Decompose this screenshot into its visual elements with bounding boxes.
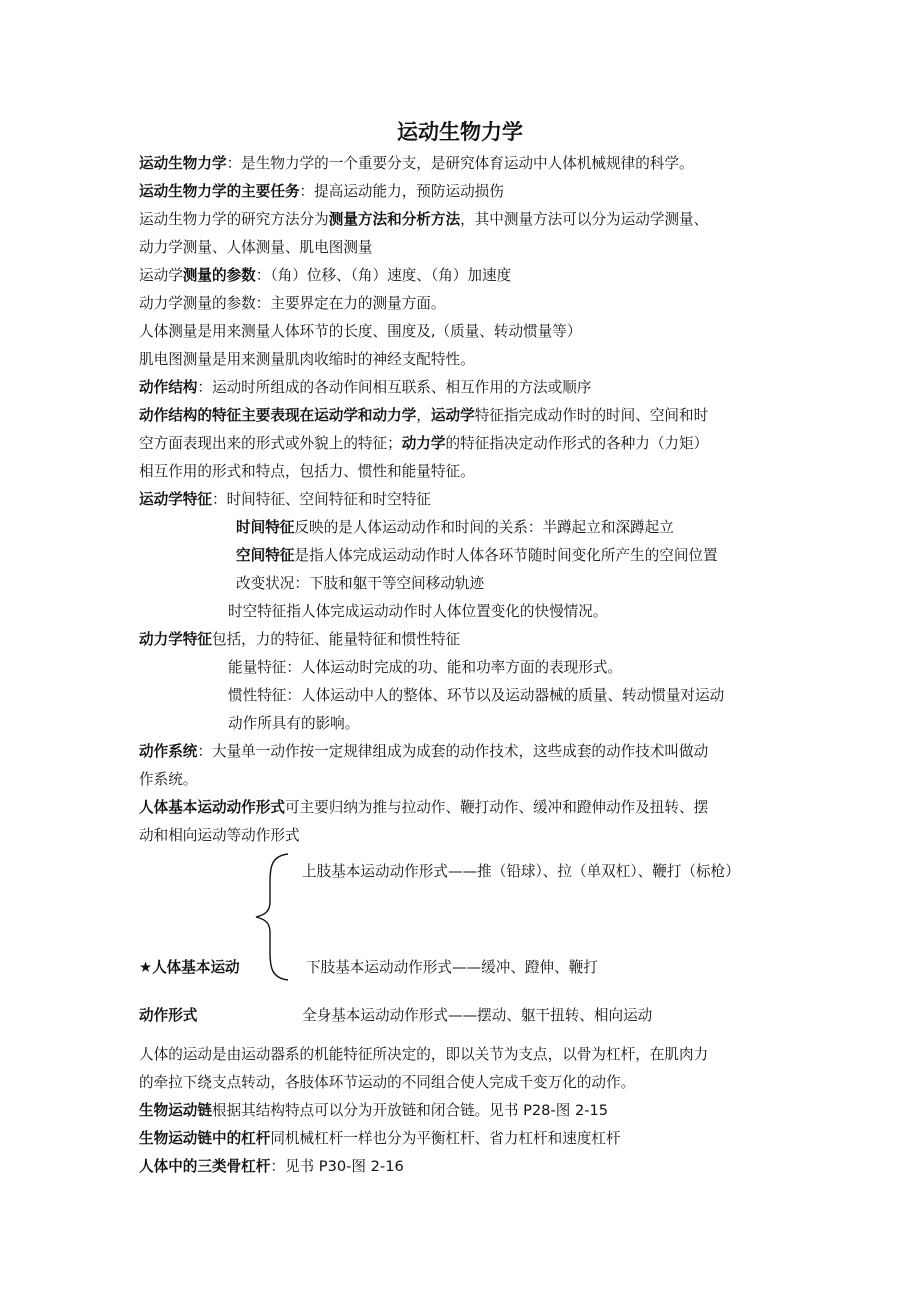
dynamic-params-line	[139, 294, 445, 314]
kinematic-params-line	[139, 266, 511, 286]
basic-forms-line	[139, 798, 708, 818]
lever-line	[139, 1129, 621, 1149]
text: 时空特征指人体完成运动动作时人体位置变化的快慢情况。	[228, 603, 608, 620]
text: ，其中测量方法可以分为运动学测量、	[460, 211, 709, 228]
text: 动作所具有的影响。	[228, 715, 360, 732]
term: 动作系统	[139, 743, 198, 760]
term: 运动学	[430, 407, 475, 424]
term: 生物运动链	[139, 1102, 212, 1119]
term: 动作形式	[139, 1007, 198, 1024]
text: 是指人体完成运动动作时人体各环节随时间变化所产生的空间位置	[294, 547, 718, 564]
term: 空间特征	[236, 547, 295, 564]
space-feature-line-cont	[236, 574, 484, 594]
text: 运动生物力学的研究方法分为	[139, 211, 329, 228]
term: 测量方法和分析方法	[328, 211, 461, 228]
anthropometry-line	[139, 322, 581, 342]
motion-principle-line	[139, 1045, 708, 1065]
upper-limb-forms-line	[302, 862, 740, 882]
text: 空方面表现出来的形式或外貌上的特征；	[139, 435, 402, 452]
text: 的牵拉下绕支点转动，各肢体环节运动的不同组合使人完成千变万化的动作。	[139, 1074, 636, 1091]
page-title: 运动生物力学	[397, 120, 523, 144]
term: 动作结构的特征主要表现在运动学和动力学	[139, 407, 417, 424]
term: 人体基本运动动作形式	[139, 799, 285, 816]
text: ：时间特征、空间特征和时空特征	[211, 491, 431, 508]
term: 人体中的三类骨杠杆	[139, 1158, 271, 1175]
structure-features-line-3	[139, 462, 475, 482]
text: ：（角）位移、（角）速度、（角）加速度	[255, 267, 512, 284]
time-feature-line	[236, 518, 674, 538]
text: 同机械杠杆一样也分为平衡杠杆、省力杠杆和速度杠杆	[270, 1130, 621, 1147]
text: ：大量单一动作按一定规律组成为成套的动作技术，这些成套的动作技术叫做动	[197, 743, 709, 760]
whole-body-forms-line	[302, 1006, 652, 1026]
space-feature-line	[236, 546, 718, 566]
term: ★人体基本运动	[139, 959, 240, 976]
text: 动和相向运动等动作形式	[139, 827, 300, 844]
text: ：运动时所组成的各动作间相互联系、相互作用的方法或顺序	[197, 379, 592, 396]
text: ，	[416, 407, 431, 424]
motion-principle-line-cont	[139, 1073, 635, 1093]
text: 的特征指决定动作形式的各种力（力矩）	[445, 435, 709, 452]
term: 运动生物力学	[139, 155, 227, 172]
curly-brace-icon	[252, 852, 292, 982]
text: 相互作用的形式和特点，包括力、惯性和能量特征。	[139, 463, 475, 480]
dynamic-features-line	[139, 630, 460, 650]
methods-line-cont	[139, 238, 373, 258]
term: 动作结构	[139, 379, 198, 396]
term: 运动生物力学的主要任务	[139, 183, 300, 200]
energy-feature-line	[228, 658, 622, 678]
inertia-feature-line	[228, 686, 724, 706]
term: 动力学特征	[139, 631, 212, 648]
text: 动力学测量的参数：主要界定在力的测量方面。	[139, 295, 446, 312]
tasks-line	[139, 182, 504, 202]
text: 动力学测量、人体测量、肌电图测量	[139, 239, 373, 256]
text: ：见书 P30-图 2-16	[270, 1158, 404, 1175]
term: 动力学	[401, 435, 446, 452]
term: 生物运动链中的杠杆	[139, 1130, 271, 1147]
spacetime-feature-line	[228, 602, 607, 622]
inertia-feature-line-cont	[228, 714, 359, 734]
definition-line	[139, 154, 694, 174]
text: 反映的是人体运动动作和时间的关系：半蹲起立和深蹲起立	[294, 519, 674, 536]
text: 人体测量是用来测量人体环节的长度、围度及,（质量、转动惯量等）	[139, 323, 582, 340]
lower-limb-forms-line	[306, 958, 598, 978]
text: 可主要归纳为推与拉动作、鞭打动作、缓冲和蹬伸动作及扭转、摆	[284, 799, 709, 816]
text: ：是生物力学的一个重要分支，是研究体育运动中人体机械规律的科学。	[226, 155, 694, 172]
basic-motion-label	[139, 958, 240, 978]
text: 全身基本运动动作形式——摆动、躯干扭转、相向运动	[302, 1007, 653, 1024]
action-structure-line	[139, 378, 591, 398]
basic-forms-line-cont	[139, 826, 300, 846]
action-system-line-cont	[139, 770, 197, 790]
text: ：提高运动能力，预防运动损伤	[299, 183, 504, 200]
term: 测量的参数	[182, 267, 256, 284]
text: 根据其结构特点可以分为开放链和闭合链。见书 P28-图 2-15	[211, 1102, 609, 1119]
text: 上肢基本运动动作形式——推（铅球）、拉（单双杠）、鞭打（标枪）	[302, 863, 740, 880]
text: 改变状况：下肢和躯干等空间移动轨迹	[236, 575, 485, 592]
bone-lever-line	[139, 1157, 404, 1177]
action-form-label	[139, 1006, 197, 1026]
text: 运动学	[139, 267, 183, 284]
kinetic-chain-line	[139, 1101, 608, 1121]
term: 运动学特征	[139, 491, 212, 508]
kinematic-features-line	[139, 490, 431, 510]
emg-line	[139, 350, 475, 370]
text: 包括，力的特征、能量特征和惯性特征	[211, 631, 461, 648]
text: 肌电图测量是用来测量肌肉收缩时的神经支配特性。	[139, 351, 475, 368]
structure-features-line-2	[139, 434, 708, 454]
action-system-line	[139, 742, 708, 762]
methods-line	[139, 210, 708, 230]
structure-features-line	[139, 406, 708, 426]
text: 特征指完成动作时的时间、空间和时	[474, 407, 709, 424]
text: 作系统。	[139, 771, 198, 788]
text: 人体的运动是由运动器系的机能特征所决定的，即以关节为支点，以骨为杠杆，在肌肉力	[139, 1046, 709, 1063]
text: 能量特征：人体运动时完成的功、能和功率方面的表现形式。	[228, 659, 623, 676]
text: 惯性特征：人体运动中人的整体、环节以及运动器械的质量、转动惯量对运动	[228, 687, 725, 704]
text: 下肢基本运动动作形式——缓冲、蹬伸、鞭打	[306, 959, 598, 976]
term: 时间特征	[236, 519, 295, 536]
